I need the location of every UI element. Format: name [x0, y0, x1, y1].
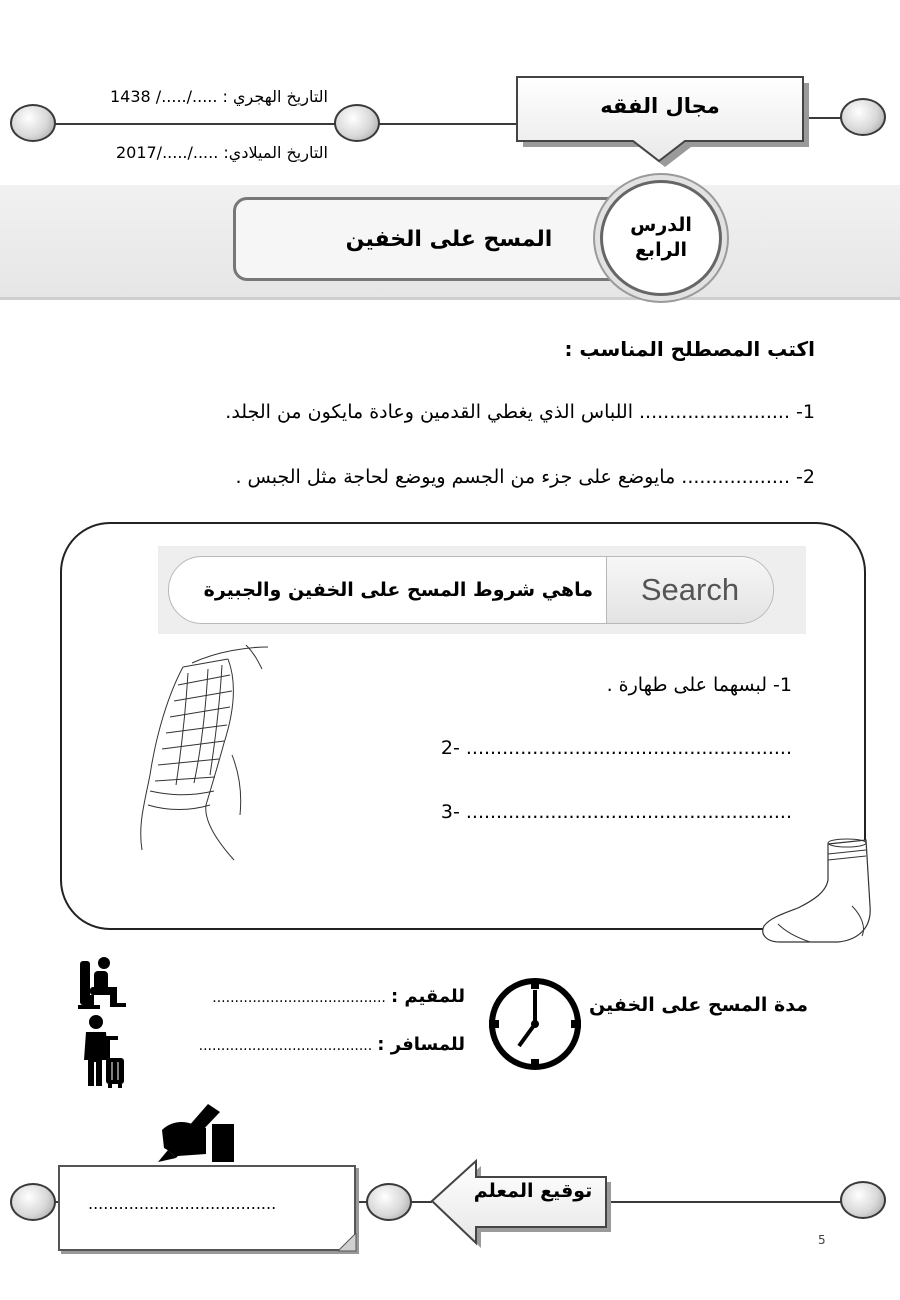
- connector-knob-bottom-middle: [366, 1183, 412, 1221]
- lesson-badge-line2: الرابع: [634, 239, 688, 261]
- resident-label: للمقيم :: [390, 986, 465, 1007]
- domain-title-arrow-box: [512, 74, 812, 168]
- signature-blank: .....................................: [88, 1194, 277, 1213]
- page-number: 5: [818, 1233, 826, 1247]
- traveler-row: [192, 1034, 465, 1055]
- signature-box-corner-fold: [338, 1233, 358, 1253]
- traveler-icon: [76, 1014, 128, 1090]
- connector-knob-middle: [334, 104, 380, 142]
- connector-knob-right: [840, 98, 886, 136]
- connector-knob-bottom-left: [10, 1183, 56, 1221]
- resident-icon: [76, 955, 132, 1011]
- domain-title: مجال الفقه: [600, 94, 720, 118]
- connector-knob-bottom-right: [840, 1181, 886, 1219]
- lesson-title: المسح على الخفين: [345, 226, 553, 252]
- connector-line: [54, 123, 336, 125]
- connector-line: [808, 117, 844, 119]
- resident-blank: .......................................: [212, 990, 386, 1006]
- bandaged-arm-illustration: [128, 645, 288, 865]
- condition-1: 1- لبسهما على طهارة .: [606, 674, 792, 696]
- exercise-item-1: 1- ......................... اللباس الذي يغطي القدمين وعادة مايكون من الجلد.: [225, 401, 815, 423]
- connector-knob-left: [10, 104, 56, 142]
- connector-line: [608, 1201, 844, 1203]
- signing-hand-icon: [148, 1100, 238, 1166]
- traveler-blank: .......................................: [198, 1038, 373, 1054]
- clock-icon: [485, 976, 585, 1072]
- exercise-item-2: 2- .................. مايوضع على جزء من الجسم ويوضع لحاجة مثل الجبس .: [235, 466, 815, 488]
- condition-2: 2- ......................................................: [440, 737, 792, 759]
- lesson-number-badge: [600, 180, 722, 296]
- exercise-title: اكتب المصطلح المناسب :: [564, 337, 815, 361]
- search-button[interactable]: Search: [606, 557, 773, 623]
- hijri-date: التاريخ الهجري : ...../...../ 1438: [110, 87, 328, 106]
- condition-3: 3- ......................................................: [440, 801, 792, 823]
- connector-line: [410, 1201, 432, 1203]
- duration-title: مدة المسح على الخفين: [588, 994, 808, 1016]
- resident-row: [195, 986, 465, 1007]
- lesson-badge-line1: الدرس: [630, 214, 692, 236]
- sock-illustration: [758, 836, 878, 948]
- lesson-title-box: [233, 197, 625, 281]
- gregorian-date: التاريخ الميلادي: ...../...../2017: [115, 143, 328, 162]
- traveler-label: للمسافر :: [377, 1034, 465, 1055]
- teacher-signature-label: توقيع المعلم: [473, 1180, 593, 1202]
- search-query-text: ماهي شروط المسح على الخفين والجبيرة: [203, 579, 593, 601]
- search-box[interactable]: [168, 556, 774, 624]
- connector-line: [378, 123, 518, 125]
